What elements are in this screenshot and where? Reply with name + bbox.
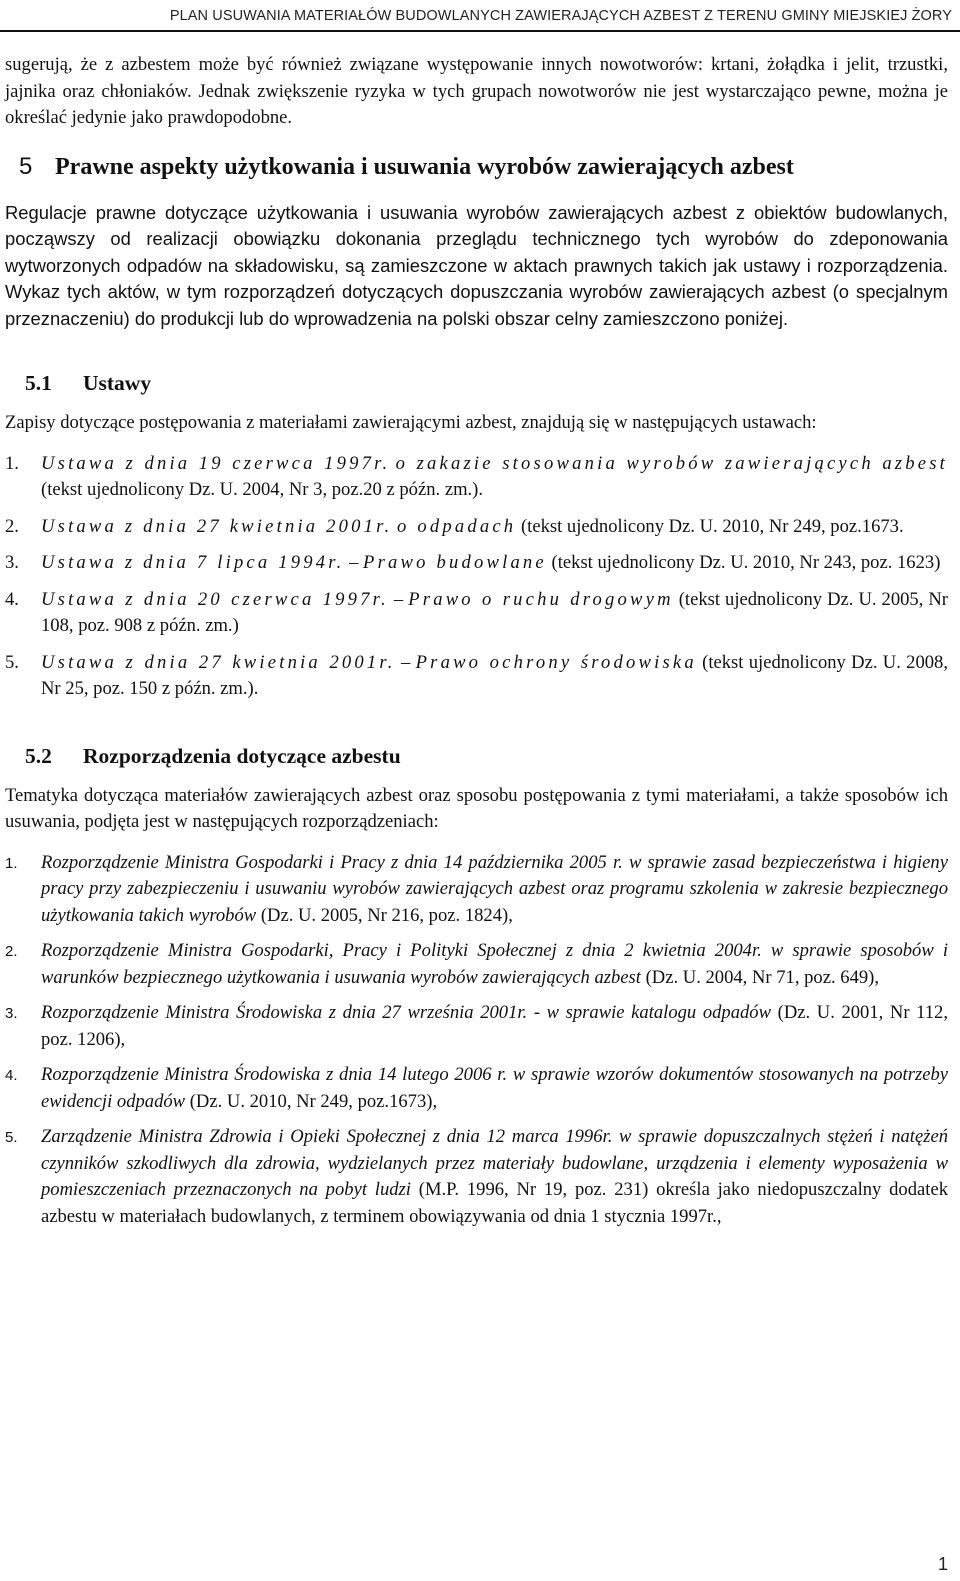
- section-5-2-heading: [5, 741, 948, 771]
- list-item: 1. Rozporządzenie Ministra Gospodarki i Pracy z dnia 14 października 2005 r. w sprawie zasad bezpieczeństwa i higieny pracy przy zabezpieczeniu i usuwaniu wyrobów zawierających azbest oraz programu szkolenia w zakresie bezpiecznego użytkowania takich wyrobów (Dz. U. 2005, Nr 216, poz. 1824),: [5, 851, 948, 926]
- list-item: 3. Ustawa z dnia 7 lipca 1994r. – Prawo budowlane (tekst ujednolicony Dz. U. 2010, Nr 243, poz. 1623): [5, 552, 941, 573]
- list-item: 3. Rozporządzenie Ministra Środowiska z dnia 27 września 2001r. - w sprawie katalogu odpadów (Dz. U. 2001, Nr 112, poz. 1206),: [5, 1002, 948, 1050]
- intro-paragraph: sugerują, że z azbestem może być również związane występowanie innych nowotworów: krtani, żołądka i jelit, trzustki, jajnika oraz chłoniaków. Jednak zwiększenie ryzyka w tych grupach nowotworów nie jest wystarczająco pewne, można je określać jedynie jako prawdopodobne.: [5, 54, 948, 128]
- section-title: Prawne aspekty użytkowania i usuwania wyrobów zawierających azbest: [55, 153, 794, 180]
- list-item: 5. Ustawa z dnia 27 kwietnia 2001r. – Prawo ochrony środowiska (tekst ujednolicony Dz. U. 2008, Nr 25, poz. 150 z późn. zm.).: [5, 651, 949, 699]
- section-5-1-heading: [5, 368, 948, 398]
- running-header: PLAN USUWANIA MATERIAŁÓW BUDOWLANYCH ZAWIERAJĄCYCH AZBEST Z TERENU GMINY MIEJSKIEJ ŻORY: [169, 8, 952, 24]
- section-number: 5.1: [25, 371, 52, 395]
- section-number: 5.2: [25, 743, 52, 768]
- section-title: Ustawy: [83, 371, 152, 395]
- list-item: 4. Ustawa z dnia 20 czerwca 1997r. – Prawo o ruchu drogowym (tekst ujednolicony Dz. U. 2005, Nr 108, poz. 908 z późn. zm.): [5, 588, 948, 636]
- page-content: [5, 52, 948, 1239]
- list-item: 1. Ustawa z dnia 19 czerwca 1997r. o zakazie stosowania wyrobów zawierających azbest (tekst ujednolicony Dz. U. 2004, Nr 3, poz.20 z późn. zm.).: [5, 452, 948, 500]
- section-5-2-intro: Tematyka dotycząca materiałów zawierających azbest oraz sposobu postępowania z tymi materiałami, a także sposobów ich usuwania, podjęta jest w następujących rozporządzeniach:: [5, 784, 948, 832]
- section-title: Rozporządzenia dotyczące azbestu: [83, 743, 401, 768]
- section-number: 5: [19, 152, 33, 180]
- regulations-list: [5, 850, 948, 1231]
- list-item: 4. Rozporządzenie Ministra Środowiska z dnia 14 lutego 2006 r. w sprawie wzorów dokumentów stosowanych na potrzeby ewidencji odpadów (Dz. U. 2010, Nr 249, poz.1673),: [5, 1064, 948, 1112]
- page-number: 1: [937, 1554, 948, 1574]
- section-5-paragraph: Regulacje prawne dotyczące użytkowania i usuwania wyrobów zawierających azbest z obiektów budowlanych, począwszy od realizacji obowiązku dokonania przeglądu technicznego tych wyrobów do zdeponowania wytworzonych odpadów na składowisku, są zamieszczone w aktach prawnych takich jak ustawy i rozporządzenia. Wykaz tych aktów, w tym rozporządzeń dotyczących dopuszczania wyrobów zawierających azbest (o specjalnym przeznaczeniu) do produkcji lub do wprowadzenia na polski obszar celny zamieszczono poniżej.: [5, 201, 948, 329]
- list-item: 5. Zarządzenie Ministra Zdrowia i Opieki Społecznej z dnia 12 marca 1996r. w sprawie dopuszczalnych stężeń i natężeń czynników szkodliwych dla zdrowia, wydzielanych przez materiały budowlane, urządzenia i elementy wyposażenia w pomieszczeniach przeznaczonych na pobyt ludzi (M.P. 1996, Nr 19, poz. 231) określa jako niedopuszczalny dodatek azbestu w materiałach budowlanych, z terminem obowiązywania od dnia 1 stycznia 1997r.,: [5, 1126, 948, 1227]
- section-5-1-intro: Zapisy dotyczące postępowania z materiałami zawierającymi azbest, znajdują się w następujących ustawach:: [5, 412, 817, 433]
- acts-list: [5, 451, 948, 703]
- section-5-heading: [5, 150, 948, 184]
- list-item: 2. Ustawa z dnia 27 kwietnia 2001r. o odpadach (tekst ujednolicony Dz. U. 2010, Nr 249, poz.1673.: [5, 515, 904, 537]
- header-rule: [0, 30, 960, 32]
- list-item: 2. Rozporządzenie Ministra Gospodarki, Pracy i Polityki Społecznej z dnia 2 kwietnia 2004r. w sprawie sposobów i warunków bezpiecznego użytkowania i usuwania wyrobów zawierających azbest (Dz. U. 2004, Nr 71, poz. 649),: [5, 940, 948, 988]
